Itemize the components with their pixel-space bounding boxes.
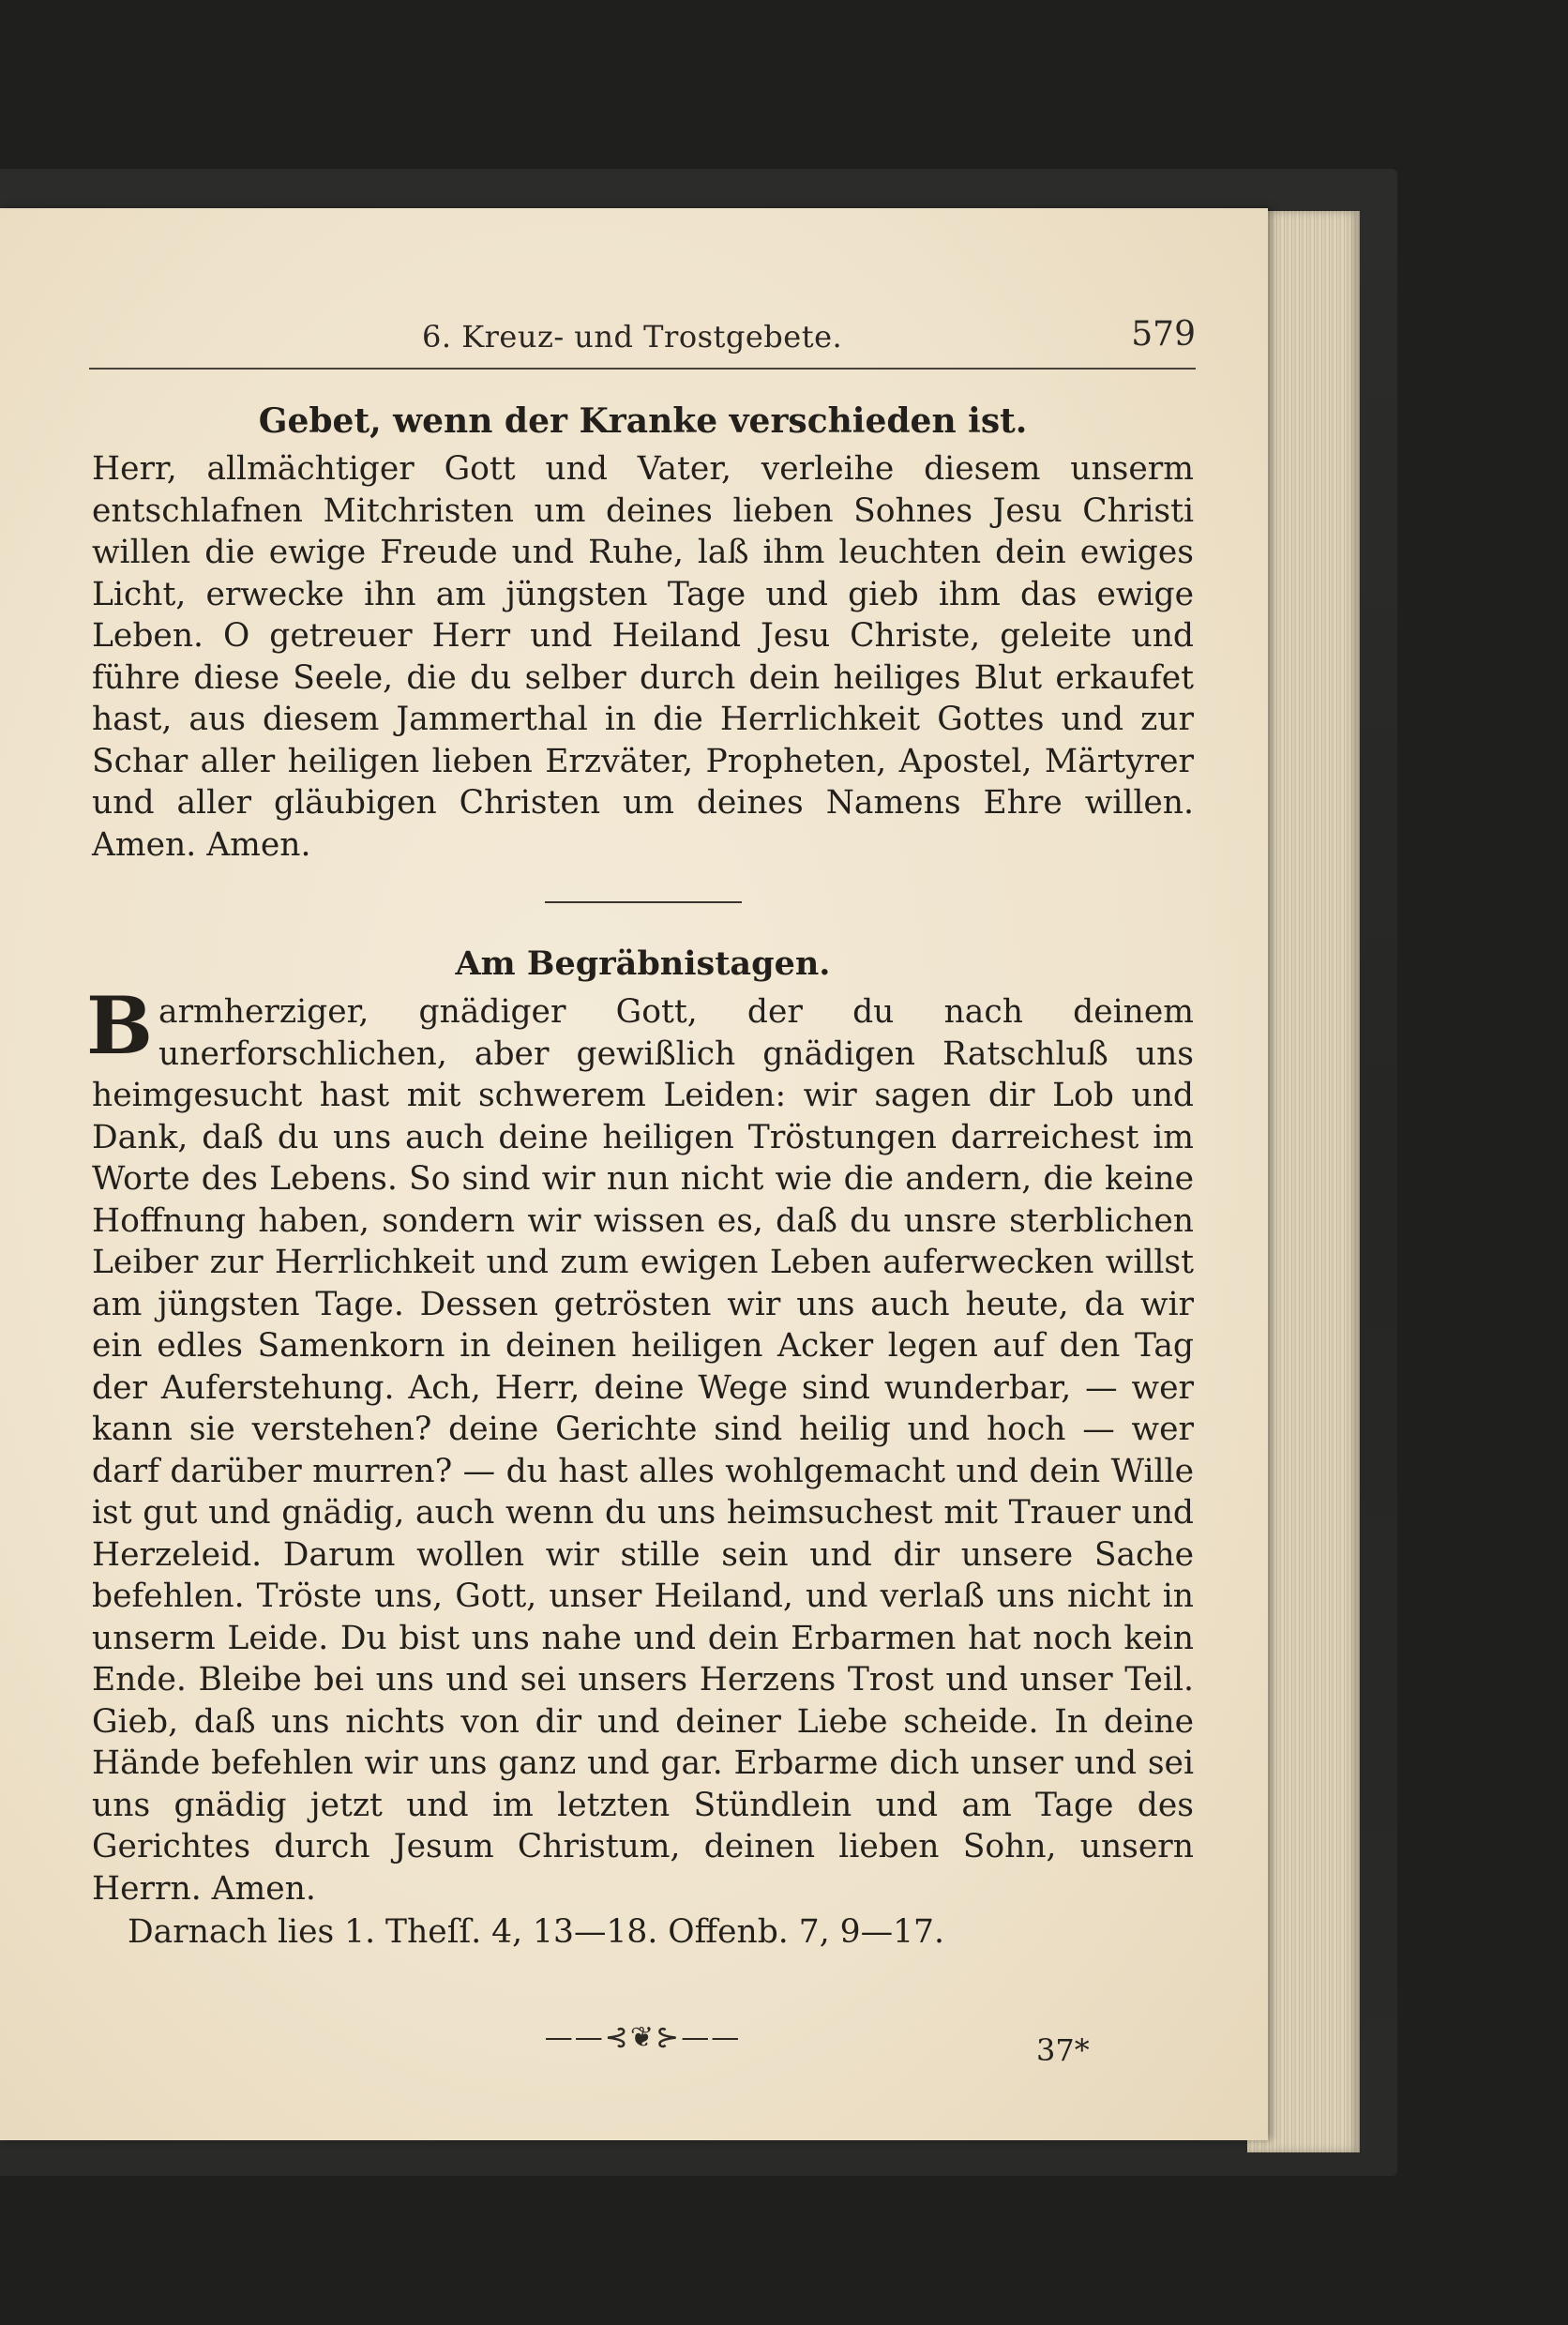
header-rule <box>89 368 1196 370</box>
scripture-reference: Darnach lies 1. Theſſ. 4, 13—18. Offenb. 7, 9—17. <box>128 1913 944 1951</box>
drop-cap: B <box>86 979 153 1072</box>
section-divider <box>545 901 742 903</box>
ornament-divider: ——⊰❦⊱—— <box>544 2020 742 2054</box>
section-heading-prayer: Gebet, wenn der Kranke verschieden ist. <box>258 401 1028 441</box>
prayer-text: Herr, allmächtiger Gott und Vater, verleihe diesem unserm entschlafnen Mitchristen um deines lieben Sohnes Jesu Christi willen die ewige Freude und Ruhe, laß ihm leuchten dein ewiges Licht, erwecke ihn am jüngsten Tage und gieb ihm das ewige Leben. O getreuer Herr und Heiland Jesu Christe, geleite und führe diese Seele, die du selber durch dein heiliges Blut erkaufet hast, aus diesem Jammerthal in die Herrlichkeit Gottes und zur Schar aller heiligen lieben Erzväter, Propheten, Apostel, Märtyrer und aller gläubigen Christen um deines Namens Ehre willen. Amen. Amen. <box>92 450 1194 864</box>
burial-prayer-text: armherziger, gnädiger Gott, der du nach deinem unerforschlichen, aber gewißlich gnädigen Ratschluß uns heimgesucht hast mit schwerem Leiden: wir sagen dir Lob und Dank, daß du uns auch deine heiligen Tröstungen darreichest im Worte des Lebens. So sind wir nun nicht wie die andern, die keine Hoffnung haben, sondern wir wissen es, daß du unsre sterblichen Leiber zur Herrlichkeit und zum ewigen Leben auferwecken willst am jüngsten Tage. Dessen getrösten wir uns auch heute, da wir ein edles Samenkorn in deinen heiligen Acker legen auf den Tag der Auferstehung. Ach, Herr, deine Wege sind wunderbar, — wer kann sie verstehen? deine Gerichte sind heilig und hoch — wer darf darüber murren? — du hast alles wohlgemacht und dein Wille ist gut und gnädig, auch wenn du uns heimsuchest mit Trauer und Herzeleid. Darum wollen wir stille sein und dir unsere Sache befehlen. Tröste uns, Gott, unser Heiland, und verlaß uns nicht in unserm Leide. Du bist uns nahe und dein Erbarmen hat noch kein Ende. Bleibe bei uns und sei unsers Herzens Trost und unser Teil. Gieb, daß uns nichts von dir und deiner Liebe scheide. In deine Hände befehlen wir uns ganz und gar. Erbarme dich unser und sei uns gnädig jetzt und im letzten Stündlein und am Tage des Gerichtes durch Jesum Christum, deinen lieben Sohn, unsern Herrn. Amen. <box>92 993 1194 1908</box>
running-header <box>89 302 1196 358</box>
book-page <box>0 208 1268 2140</box>
section-heading-burial: Am Begräbnistagen. <box>455 944 831 983</box>
page-number: 579 <box>1131 315 1196 354</box>
signature-mark: 37* <box>1036 2032 1090 2068</box>
page-content <box>86 396 1194 2059</box>
header-title: 6. Kreuz- und Trostgebete. <box>422 319 843 355</box>
burial-prayer <box>86 979 1194 1910</box>
